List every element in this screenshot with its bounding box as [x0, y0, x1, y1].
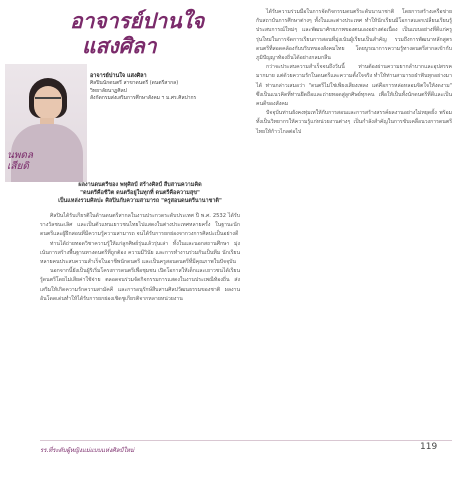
paragraph: นอกจากนี้ยังเป็นผู้ริเริ่มโครงการดนตรีเพื่อชุมชน เปิดโอกาสให้เด็กและเยาวชนได้เรียนรู้ดนตรีโดยไม่เสียค่าใช้จ่าย ตลอดจนร่วมจัดกิจกรรมการแสดงในงานประเพณีท้องถิ่น ส่งเสริมให้เกิดความรักความสามัคคี และการอนุรักษ์สืบสานศิลปวัฒนธรรมของชาติ ผลงานอันโดดเด่นทำให้ได้รับการยกย่องเชิดชูเกียรติจากหลายหน่วยงาน	[40, 268, 240, 302]
title-line-1: อาจารย์ปานใจ	[70, 8, 205, 33]
profile-role: สังกัดกรมส่งเสริมการศึกษาสังคม ฯ ม.ศร.ศิลปากร	[90, 95, 197, 101]
profile-block	[90, 72, 230, 103]
paragraph: ได้รับความร่วมมือในการจัดกิจกรรมดนตรีระดับนานาชาติ โดยการสร้างเครือข่ายกับสถาบันการศึกษาต่างๆ ทั้งในและต่างประเทศ ทำให้นักเรียนมีโอกาสแลกเปลี่ยนเรียนรู้ประสบการณ์ใหม่ๆ และพัฒนาศักยภาพของตนเองอย่างต่อเนื่อง เป็นแบบอย่างที่ดีแก่ครูรุ่นใหม่ในการจัดการเรียนการสอนที่มุ่งเน้นผู้เรียนเป็นสำคัญ รวมถึงการพัฒนาหลักสูตรดนตรีที่สอดคล้องกับบริบทของสังคมไทย โดยบูรณาการความรู้ทางดนตรีสากลเข้ากับภูมิปัญญาท้องถิ่นได้อย่างกลมกลืน	[256, 9, 452, 62]
interviewee-line-2: "ดนตรีคือชีวิต ดนตรีอยู่ในทุกที่ ดนตรีคือความสุข"	[80, 190, 200, 196]
title-line-2: แสงศิลา	[82, 33, 157, 58]
interviewee-heading	[40, 181, 240, 205]
profile-role: ศิลปินนักดนตรี สาขาดนตรี (ดนตรีสากล)	[90, 80, 179, 86]
interviewee-line-3: เป็นแหล่งรวมศิลปะ ศิลปินกับความสามารถ "ครูสอนดนตรีนานาชาติ"	[58, 198, 222, 204]
article-title	[70, 8, 220, 58]
paragraph: ปัจจุบันท่านยังคงทุ่มเทให้กับการสอนและการสร้างสรรค์ผลงานอย่างไม่หยุดยั้ง พร้อมทั้งเป็นวิทยากรให้ความรู้แก่หน่วยงานต่างๆ เป็นกำลังสำคัญในการขับเคลื่อนวงการดนตรีไทยให้ก้าวไกลต่อไป	[256, 110, 452, 135]
paragraph: กว่าจะประสบความสำเร็จจนถึงวันนี้ ท่านต้องผ่านความยากลำบากและอุปสรรคมากมาย แต่ด้วยความรักในดนตรีและความตั้งใจจริง ทำให้ท่านสามารถฝ่าฟันทุกอย่างมาได้ ท่านกล่าวเสมอว่า "ดนตรีไม่ใช่เพียงเสียงเพลง แต่คือการหล่อหลอมจิตใจให้งดงาม" ซึ่งเป็นแนวคิดที่ท่านยึดถือและถ่ายทอดสู่ลูกศิษย์ทุกคน เพื่อให้เป็นทั้งนักดนตรีที่ดีและเป็นคนดีของสังคม	[256, 64, 452, 108]
right-column-body	[256, 8, 452, 137]
page-number: 119	[420, 442, 438, 452]
profile-role: วิทยาลัยนาฏศิลป	[90, 87, 127, 94]
left-column-body	[40, 212, 240, 304]
footer-divider	[40, 440, 452, 441]
paragraph: ศิลปินได้รับเกียรติในด้านดนตรีสากลในงานประกวดระดับประเทศ ปี พ.ศ. 2532 ได้รับรางวัลชนะเลิศ และเป็นตัวแทนเยาวชนไทยไปแสดงในต่างประเทศหลายครั้ง ในฐานะนักดนตรีและผู้ฝึกสอนที่มีความรู้ความสามารถ จนได้รับการยกย่องจากวงการศิลปะเป็นอย่างดี	[40, 213, 240, 238]
paragraph: ท่านได้ถ่ายทอดวิชาความรู้ให้แก่ลูกศิษย์รุ่นแล้วรุ่นเล่า ทั้งในและนอกสถานศึกษา มุ่งเน้นการสร้างพื้นฐานทางดนตรีที่ถูกต้อง ความมีวินัย และการทำงานร่วมกันเป็นทีม นักเรียนหลายคนประสบความสำเร็จในอาชีพนักดนตรี และเป็นครูสอนดนตรีที่มีคุณภาพในปัจจุบัน	[40, 240, 240, 266]
footer-caption: รร.ที่ระดับผู้หญิงแม่แบบแห่งศิลป์ใหม่	[40, 447, 135, 454]
photo-signature: นพดล เสียดิ	[7, 150, 34, 172]
interviewee-line-1: ผลงานดนตรีของ พหุศิลป์ สร้างศิลป์ สืบสานความคิด	[78, 182, 202, 188]
profile-name: อาจารย์ปานใจ แสงศิลา	[90, 73, 147, 79]
